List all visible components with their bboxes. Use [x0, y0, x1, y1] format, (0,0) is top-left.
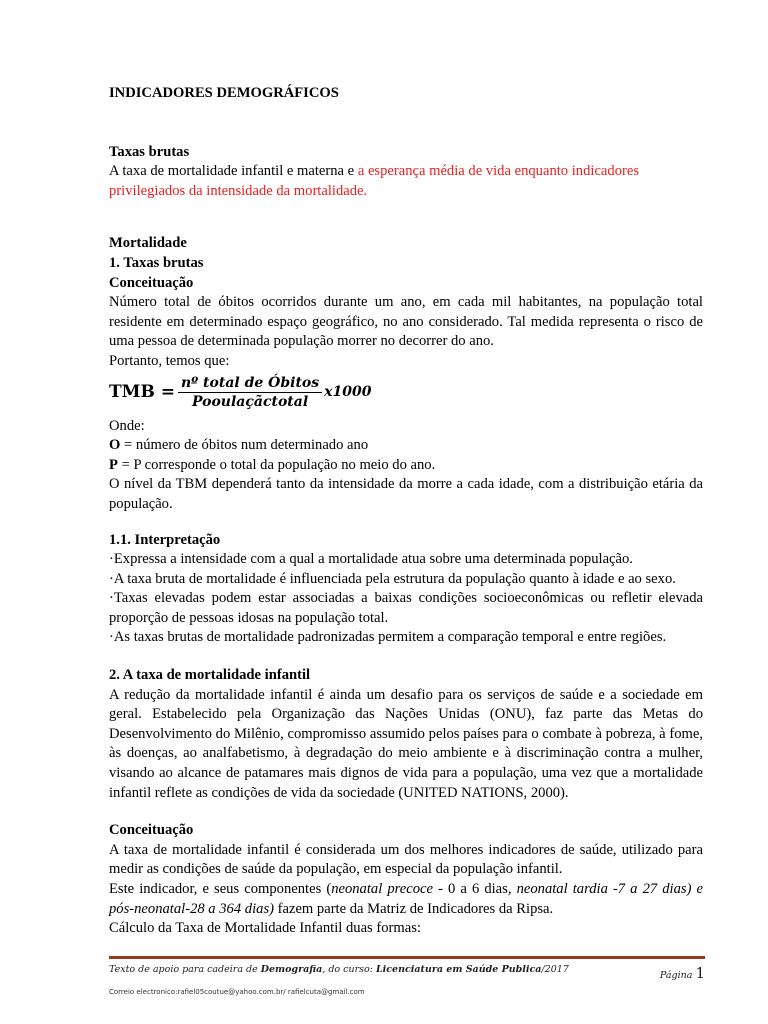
- footer-year: /2017: [541, 964, 569, 975]
- nivel-paragraph: O nível da TBM dependerá tanto da intensidade da morre a cada idade, com a distribuição etária da população.: [109, 476, 703, 512]
- interpretacao-heading: 1.1. Interpretação: [109, 531, 221, 548]
- intro-text-red: a esperança média de vida enquanto indicadores privilegiados da intensidade da mortalidade.: [109, 163, 640, 199]
- conceituacao-paragraph: Número total de óbitos ocorridos durante um ano, em cada mil habitantes, na população total residente em determinado espaço geográfico, no ano considerado. Tal medida representa o risco de uma pessoa de determinada população morrer no decorrer do ano.: [109, 294, 703, 350]
- definition-symbol: O: [109, 437, 121, 454]
- definition-text: P corresponde o total da população no meio do ano.: [133, 456, 436, 473]
- interpretacao-item: ·Expressa a intensidade com a qual a mortalidade atua sobre uma determinada população.: [109, 551, 633, 568]
- definition-p: [109, 456, 703, 476]
- footer-rule: [109, 956, 705, 959]
- definition-symbol: P: [109, 456, 118, 473]
- onde-line: Onde:: [109, 417, 145, 434]
- tmb-formula: [109, 373, 703, 413]
- footer-text-part: Texto de apoio para cadeira de: [109, 964, 261, 975]
- footer-course: Licenciatura em Saúde Publica: [375, 964, 542, 975]
- definition-equals: =: [120, 437, 136, 454]
- componentes-italic: neonatal precoce: [331, 881, 433, 897]
- mortalidade-infantil-heading: 2. A taxa de mortalidade infantil: [109, 667, 311, 684]
- footer-subject: Demografia: [260, 964, 323, 975]
- conceituacao-2-paragraph: A taxa de mortalidade infantil é considerada um dos melhores indicadores de saúde, utilizado para medir as condições de saúde da população, em especial da população infantil.: [109, 841, 703, 878]
- componentes-paragraph: [109, 880, 703, 919]
- page-footer: [109, 964, 705, 982]
- portanto-line: Portanto, temos que:: [109, 352, 230, 369]
- interpretacao-item: ·Taxas elevadas podem estar associadas a baixas condições socioeconômicas ou refletir elevada proporção de pessoas idosas na população total.: [109, 590, 703, 626]
- intro-heading: Taxas brutas: [109, 143, 190, 160]
- formula-fraction: [178, 374, 322, 411]
- footer-page-number: 1: [695, 964, 705, 982]
- document-title: INDICADORES DEMOGRÁFICOS: [109, 85, 339, 101]
- intro-paragraph: [109, 162, 703, 201]
- componentes-text: - 0 a 6 dias: [432, 881, 508, 897]
- mortalidade-heading: Mortalidade: [109, 235, 187, 252]
- footer-email: Correio electronico:rafiel05coutue@yahoo.com.br/ rafielcuta@gmail.com: [109, 988, 365, 996]
- definition-equals: =: [117, 456, 134, 473]
- footer-text-part: , do curso:: [322, 964, 376, 975]
- conceituacao-2-heading: Conceituação: [109, 822, 194, 839]
- definition-o: [109, 436, 703, 456]
- footer-course-text: [109, 964, 569, 982]
- conceituacao-heading: Conceituação: [109, 274, 194, 291]
- componentes-text: fazem parte da Matriz de Indicadores da Ripsa.: [273, 900, 554, 917]
- intro-text-plain: A taxa de mortalidade infantil e materna e: [109, 163, 358, 180]
- formula-multiplier: x1000: [324, 383, 372, 400]
- mortalidade-infantil-paragraph: A redução da mortalidade infantil é ainda um desafio para os serviços de saúde e a sociedade em geral. Estabelecido pela Organização das Nações Unidas (ONU), faz parte das Metas do Desenvolvimento do Milênio, compromisso assumido pelos países para o combate à pobreza, à fome, às doenças, ao analfabetismo, à degradação do meio ambiente e à discriminação contra a mulher, visando ao alcance de patamares mais dignos de vida para a população, uma vez que a mortalidade infantil reflete as condições de vida da sociedade (UNITED NATIONS, 2000).: [109, 686, 703, 801]
- definition-text: número de óbitos num determinado ano: [135, 437, 369, 454]
- interpretacao-item: ·A taxa bruta de mortalidade é influenciada pela estrutura da população quanto à idade e ao sexo.: [109, 570, 676, 587]
- formula-numerator: nº total de Óbitos: [178, 374, 322, 393]
- footer-page-word: Página: [659, 970, 693, 981]
- interpretacao-item: ·As taxas brutas de mortalidade padronizadas permitem a comparação temporal e entre regiões.: [109, 629, 667, 646]
- calculo-line: Cálculo da Taxa de Mortalidade Infantil duas formas:: [109, 920, 421, 937]
- footer-page-label: [660, 964, 705, 982]
- taxas-brutas-subheading: 1. Taxas brutas: [109, 254, 204, 271]
- formula-denominator: Pooulaçãctotal: [191, 394, 309, 411]
- page-content: [109, 84, 703, 939]
- componentes-text: Este indicador, e seus componentes (: [109, 881, 332, 897]
- formula-lhs: TMB =: [109, 381, 175, 402]
- componentes-italic: , neonatal tardia -7 a 27 dias) e pós-neonatal-28 a 364 dias): [109, 881, 703, 917]
